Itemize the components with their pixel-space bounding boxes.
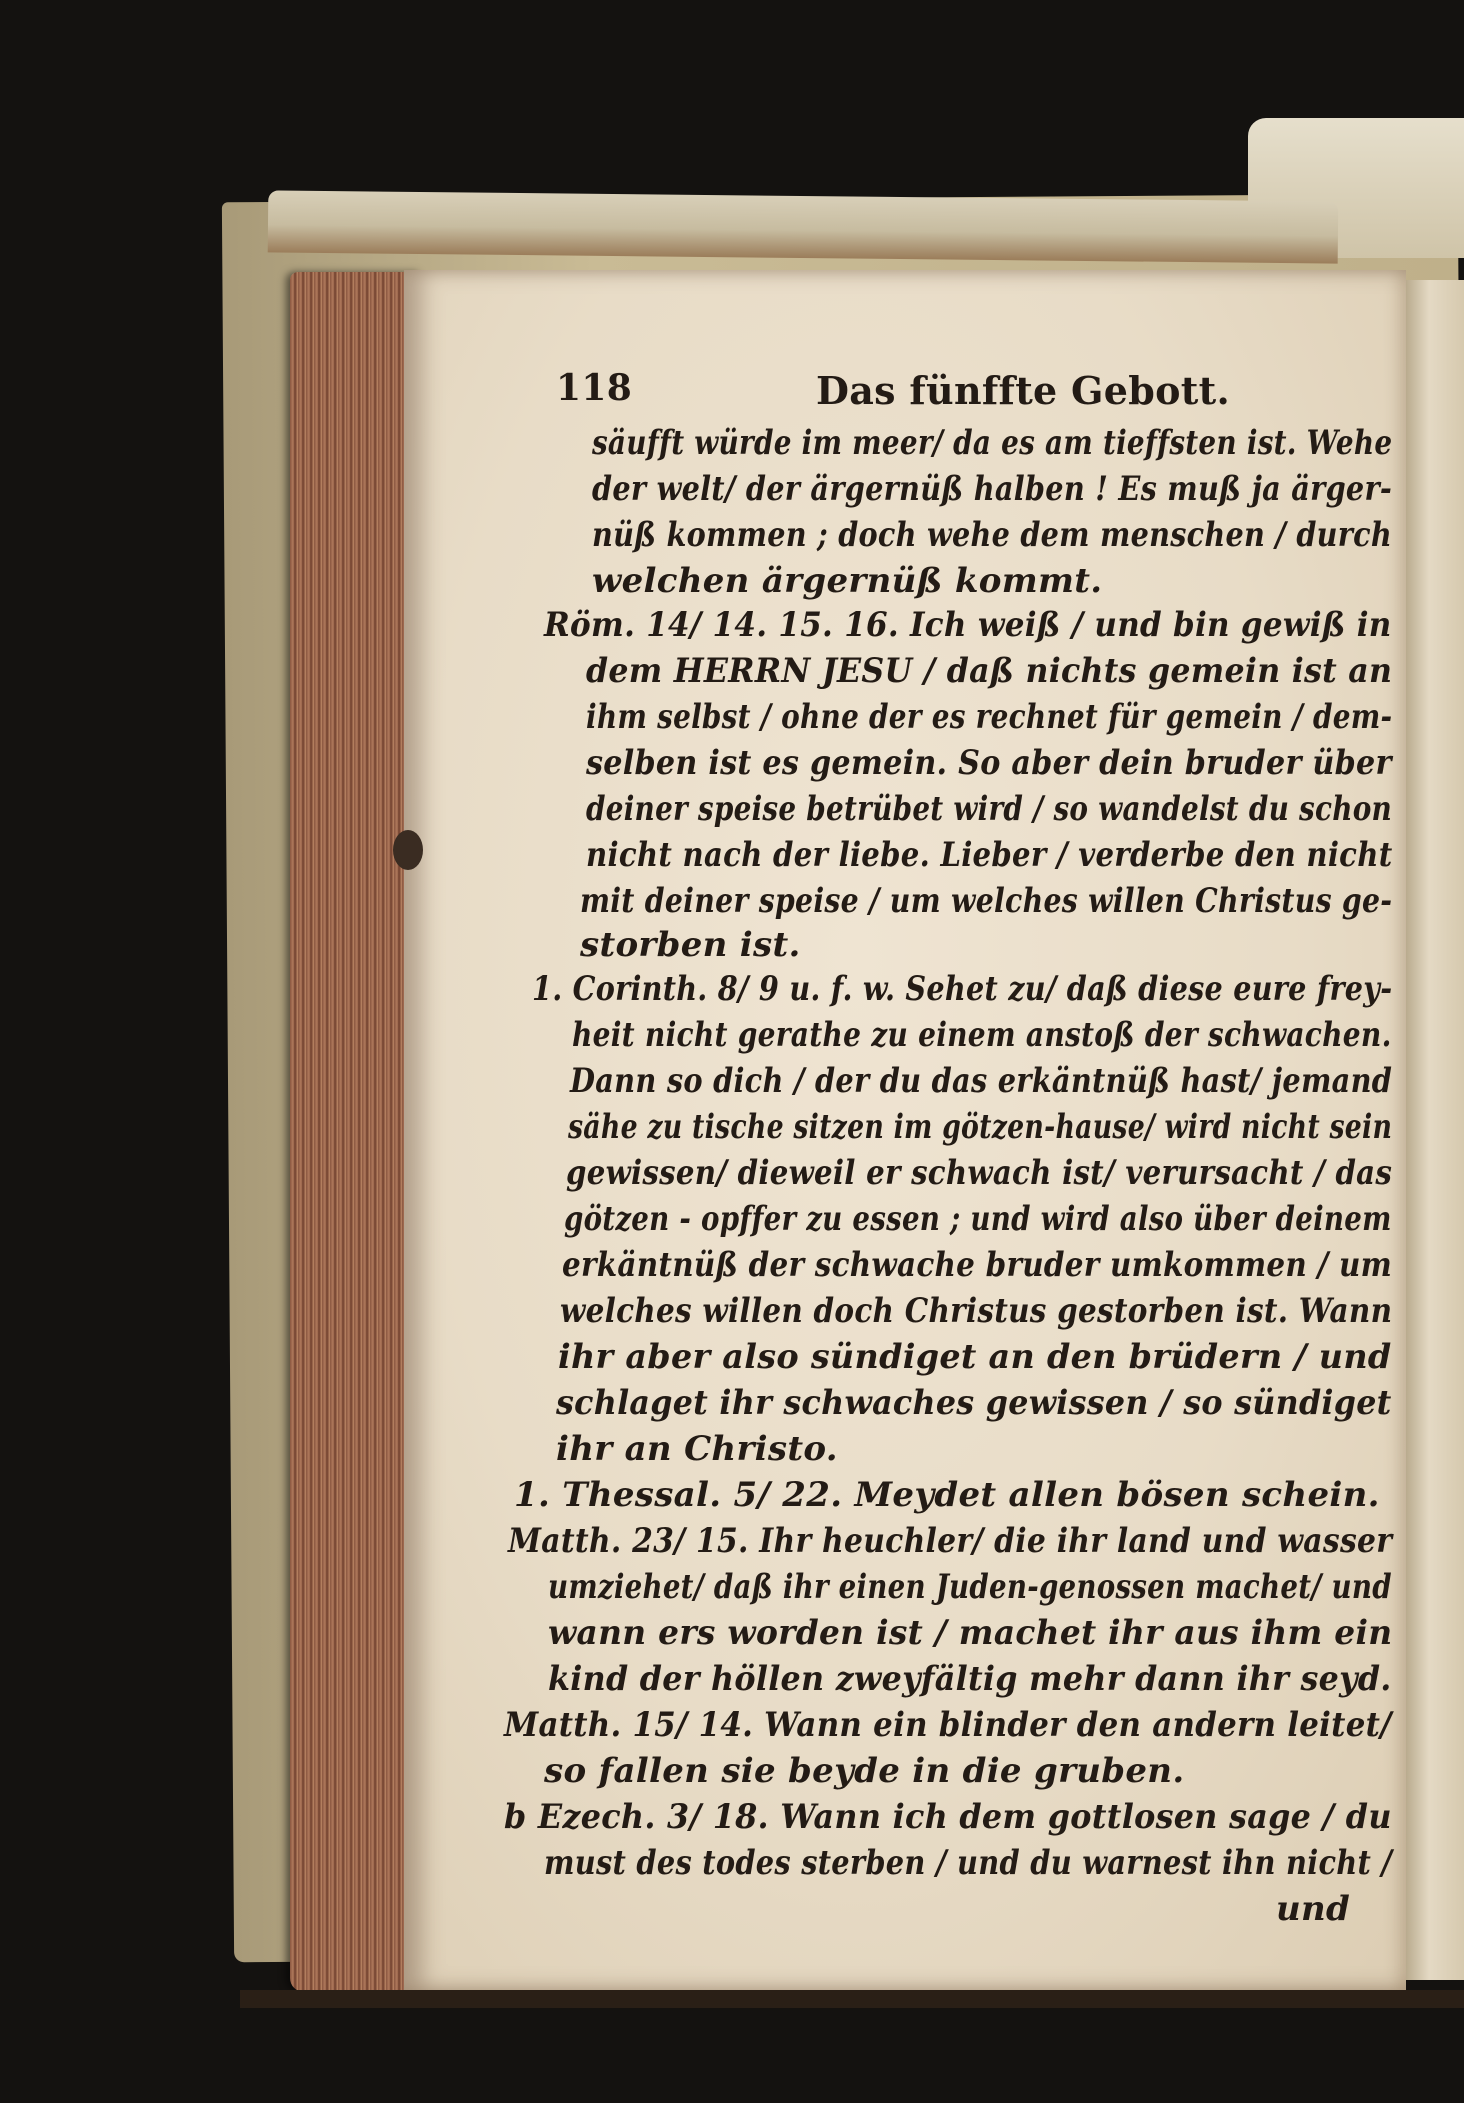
scripture-reference-line: b Ezech. 3/ 18. Wann ich dem gottlosen sage / du — [504, 1797, 1392, 1837]
running-title: Das fünffte Gebott. — [816, 368, 1231, 413]
text-line: der welt/ der ärgernüß halben ! Es muß ja ärger- — [592, 469, 1393, 509]
text-line: säufft würde im meer/ da es am tieffsten ist. Wehe — [592, 423, 1393, 463]
text-line: storben ist. — [580, 925, 801, 965]
scripture-reference-line: 1. Corinth. 8/ 9 u. f. w. Sehet zu/ daß diese eure frey- — [532, 969, 1393, 1009]
text-line: must des todes sterben / und du warnest ihn nicht / — [544, 1843, 1393, 1883]
text-line: ihm selbst / ohne der es rechnet für gemein / dem- — [586, 697, 1393, 737]
scripture-reference-line: Röm. 14/ 14. 15. 16. Ich weiß / und bin gewiß in — [544, 605, 1392, 645]
text-line: wann ers worden ist / machet ihr aus ihm ein — [548, 1613, 1393, 1653]
text-line: Dann so dich / der du das erkäntnüß hast/ jemand — [570, 1061, 1393, 1101]
text-line: nüß kommen ; doch wehe dem menschen / durch — [592, 515, 1392, 555]
text-line: nicht nach der liebe. Lieber / verderbe den nicht — [586, 835, 1393, 875]
text-line: deiner speise betrübet wird / so wandelst du schon — [586, 789, 1393, 829]
catchword: und — [1276, 1889, 1351, 1929]
text-line: erkäntnüß der schwache bruder umkommen / um — [562, 1245, 1393, 1285]
text-line: so fallen sie beyde in die gruben. — [544, 1751, 1185, 1791]
text-line: umziehet/ daß ihr einen Juden-genossen machet/ und — [548, 1567, 1392, 1607]
scripture-reference-line: Matth. 23/ 15. Ihr heuchler/ die ihr land und wasser — [508, 1521, 1393, 1561]
text-line: gewissen/ dieweil er schwach ist/ verursacht / das — [566, 1153, 1393, 1193]
text-line: götzen - opffer zu essen ; und wird also über deinem — [564, 1199, 1392, 1239]
text-line: mit deiner speise / um welches willen Christus ge- — [580, 881, 1393, 921]
scripture-reference-line: Matth. 15/ 14. Wann ein blinder den andern leitet/ — [504, 1705, 1392, 1745]
text-line: ihr aber also sündiget an den brüdern / und — [558, 1337, 1392, 1377]
text-line: schlaget ihr schwaches gewissen / so sündiget — [556, 1383, 1392, 1423]
text-line: selben ist es gemein. So aber dein bruder über — [586, 743, 1392, 783]
text-line: heit nicht gerathe zu einem anstoß der schwachen. — [572, 1015, 1392, 1055]
text-line: ihr an Christo. — [556, 1429, 838, 1469]
text-line: welchen ärgernüß kommt. — [592, 561, 1103, 601]
page-number: 118 — [556, 367, 633, 409]
text-line: welches willen doch Christus gestorben ist. Wann — [560, 1291, 1393, 1331]
text-line: kind der höllen zweyfältig mehr dann ihr seyd. — [548, 1659, 1392, 1699]
text-line: sähe zu tische sitzen im götzen-hause/ wird nicht sein — [568, 1107, 1393, 1147]
text-line: dem HERRN JESU / daß nichts gemein ist an — [586, 651, 1393, 691]
scripture-reference-line: 1. Thessal. 5/ 22. Meydet allen bösen schein. — [514, 1475, 1380, 1515]
